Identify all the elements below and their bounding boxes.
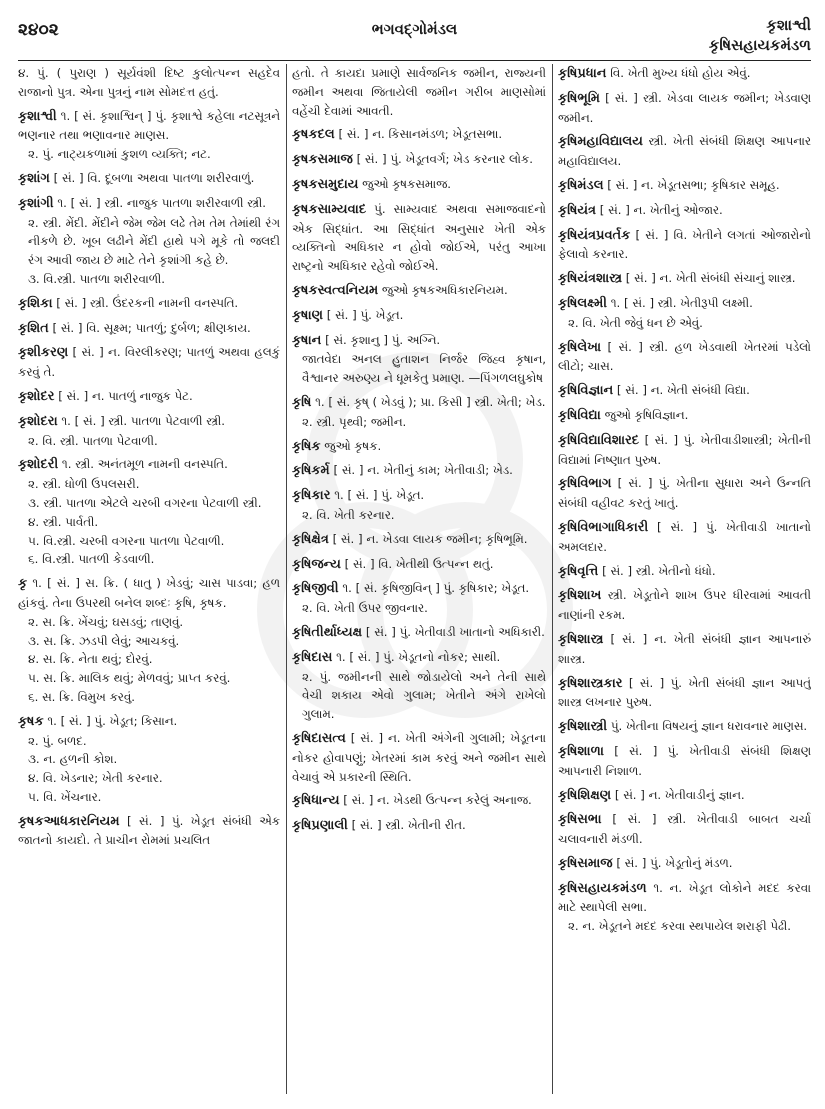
dictionary-entry <box>292 623 546 643</box>
entry-line <box>292 150 546 170</box>
headword: કૃષકસ્વત્વનિયમ <box>292 282 379 298</box>
dictionary-entry <box>292 555 546 575</box>
dictionary-entry <box>558 381 811 401</box>
dictionary-entry <box>18 294 280 314</box>
definition-text: [ સં. ] પું. ખેતીવાડીશાસ્ત્રી; ખેતીની વિદ્યામાં નિષ્ણાત પુરુષ. <box>558 432 811 467</box>
entry-line <box>558 786 811 806</box>
definition-text: [ સં. ] ન. કિસાનમંડળ; ખેડૂતસભા. <box>334 127 503 142</box>
definition-text: [ સં. ] પું. ખેડૂતવર્ગ; ખેડ કરનાર લોક. <box>352 152 534 167</box>
headword: કૃષિજન્ય <box>292 556 341 572</box>
dictionary-entry <box>292 648 546 724</box>
headword: કૃષિયંત્ર <box>558 202 597 218</box>
definition-text: ૧. સ્ત્રી. અનંતમૂળ નામની વનસ્પતિ. <box>58 457 228 472</box>
definition-text: ૧. [ સં. ] સ્ત્રી. પાતળા પેટવાળી સ્ત્રી. <box>57 413 225 428</box>
definition-text: [ સં. ] ન. ખેડથી ઉત્પન્ન કરેલું અનાજ. <box>339 793 532 808</box>
definition-text: [ સં. ] ન. ખેડૂતસભા; કૃષિકાર સમૂહ. <box>603 177 780 192</box>
headword: કૃષકસમુદાય <box>292 176 359 192</box>
sub-sense: ૫. વિ. ખેંચનાર. <box>28 789 102 804</box>
definition-text: ૧. [ સં. કૃષિજીવિન્ ] પું. કૃષિકાર; ખેડૂત. <box>338 581 530 596</box>
headword: કૃષિવિભાગાધિકારી <box>558 519 649 535</box>
headword: કૃષિજીવી <box>292 581 339 597</box>
definition-text: [ સં. ] સ્ત્રી. ખેતીનો ધંધો. <box>598 563 716 578</box>
sub-sense: ૩. વિ.સ્ત્રી. પાતળા શરીરવાળી. <box>28 271 166 286</box>
entry-line <box>292 64 546 120</box>
headword: કૃષિધાન્ય <box>292 793 340 809</box>
definition-text: જુઓ કૃષકઅધિકારનિયમ. <box>378 282 508 297</box>
headword: કૃષિયંત્રશાસ્ત્ર <box>558 271 623 287</box>
definition-text: ૧. [ સં. ] પું. ખેડૂતનો નોકર; સાથી. <box>332 649 501 664</box>
dictionary-entry <box>292 816 546 836</box>
entry-line <box>18 812 280 851</box>
sub-sense: ૪. વિ. ખેડનાર; ખેતી કરનાર. <box>28 771 163 786</box>
dictionary-entry <box>558 586 811 625</box>
entry-line <box>558 854 811 874</box>
entry-line <box>292 729 546 786</box>
headword: કૃષિયંત્રપ્રવર્તક <box>558 227 631 243</box>
dictionary-entry <box>292 306 546 326</box>
sub-sense: ૩. સ. ક્રિ. ઝડપી લેવું; આચકવું. <box>28 633 180 648</box>
entry-line <box>558 474 811 513</box>
entry-line <box>18 455 280 475</box>
headword: કૃષકસમાજ <box>292 152 353 168</box>
headword: કૃશાંગ <box>18 170 50 186</box>
entry-line <box>292 125 546 145</box>
headword: કૃષિસભા <box>558 812 602 828</box>
headword: કૃષિકર્મ <box>292 463 330 479</box>
definition-text: જુઓ કૃષિવિજ્ઞાન. <box>600 407 689 422</box>
entry-line <box>558 201 811 221</box>
dictionary-entry <box>292 393 546 432</box>
entry-line <box>18 343 280 382</box>
dictionary-entry <box>558 742 811 781</box>
headword: કૃષાણ <box>292 307 323 323</box>
definition-text: પું. ખેતીના વિષયનું જ્ઞાન ધરાવનાર માણસ. <box>607 719 808 734</box>
definition-text: ૧. [ સં. ] સ. ક્રિ. ( ધાતુ ) ખેડવું; ચાસ પાડવા; હળ હાંકવું. તેના ઉપરથી બનેલ શબ્દઃ કૃષિ, કૃષક. <box>18 576 280 610</box>
sub-sense: જાતવેદા અનલ હુતાશન નિર્જર જિહ્વ કૃષાન, વૈશ્વાનર અરુણ્ય ને ધૂમકેતુ પ્રમાણ. —પિંગળલઘુકોષ <box>302 352 546 386</box>
dictionary-entry <box>292 791 546 811</box>
dictionary-entry <box>18 194 280 289</box>
headword: કૃષિસમાજ <box>558 855 613 871</box>
dictionary-entry <box>292 331 546 388</box>
dictionary-entry <box>18 455 280 569</box>
entry-line <box>292 200 546 276</box>
entry-line <box>18 574 280 613</box>
entry-line <box>558 89 811 128</box>
dictionary-entry <box>558 64 811 84</box>
entry-line <box>558 630 811 669</box>
definition-text: [ સં. ] સ્ત્રી. ખેતીની રીત. <box>347 818 466 833</box>
sub-sense: ૨. સ્ત્રી. પૃથ્વી; જમીન. <box>302 414 407 429</box>
dictionary-entry <box>18 169 280 189</box>
headword: કૃષિવિભાગ <box>558 476 612 492</box>
dictionary-entry <box>558 854 811 874</box>
entry-line <box>558 717 811 737</box>
headword: કૃષિપ્રધાન <box>558 66 607 81</box>
headword: કૃષિદાસ <box>292 649 333 665</box>
entry-line <box>18 387 280 407</box>
column-separator <box>286 64 287 1094</box>
definition-text: સ્ત્રી. ખેતી સંબંધી શિક્ષણ આપનાર મહાવિદ્યાલય. <box>558 134 811 169</box>
dictionary-entry <box>558 226 811 265</box>
dictionary-entry <box>292 125 546 145</box>
guide-word-last: કૃષિસહાયકમંડળ <box>708 36 811 54</box>
definition-text: [ સં. ] પું. ખેતીવાડી સંબંધી શિક્ષણ આપનારી નિશાળ. <box>558 743 811 778</box>
entry-line <box>558 226 811 265</box>
definition-text: [ સં. ] ન. ખેતીવાડીનું જ્ઞાન. <box>611 787 745 802</box>
definition-text: ૧. [ સં. ] સ્ત્રી. ખેતીરૂપી લક્ષ્મી. <box>607 295 753 310</box>
dictionary-entry <box>558 201 811 221</box>
dictionary-entry <box>292 175 546 195</box>
entry-line <box>558 879 811 918</box>
definition-text: જુઓ કૃષકસમાજ. <box>358 176 452 191</box>
page-number: ૨૪૦૨ <box>18 20 59 40</box>
headword: કૃષિશાસ્ત્રી <box>558 719 608 735</box>
definition-text: ૧. [ સં. ] સ્ત્રી. નાજુક પાતળા શરીરવાળી સ્ત્રી. <box>53 195 266 210</box>
dictionary-entry <box>18 574 280 707</box>
entry-line <box>292 437 546 457</box>
definition-text: [ સં. ] ન. ખેતીનું ઓજાર. <box>596 202 723 217</box>
definition-text: [ સં. ] ન. વિરલીકરણ; પાતળું અથવા હલકું કરવું તે. <box>18 345 280 380</box>
entry-line <box>292 486 546 506</box>
definition-text: જુઓ કૃષક. <box>320 438 382 453</box>
sub-sense: ૩. ન. હળની કોશ. <box>28 752 118 767</box>
book-title: ભગવદ્ગોમંડલ <box>371 20 458 38</box>
column-2 <box>292 64 546 1094</box>
entry-line <box>558 810 811 849</box>
definition-text: [ સં. ] વિ. સૂક્ષ્મ; પાતળું; દુર્બળ; ક્ષીણકાય. <box>48 320 251 335</box>
definition-text: [ સં. ] પું. ખેતી સંબંધી જ્ઞાન આપતું શાસ્ત્ર લખનાર પુરુષ. <box>558 675 811 710</box>
sub-sense: ૬. સ. ક્રિ. વિમુખ કરવું. <box>28 689 135 704</box>
entry-line <box>292 816 546 836</box>
entry-line <box>558 381 811 401</box>
definition-text: [ સં. ] સ્ત્રી. ખેડવા લાયક જમીન; ખેડવાણ જમીન. <box>558 90 811 125</box>
dictionary-entry <box>558 338 811 377</box>
dictionary-entry <box>292 200 546 276</box>
entry-line <box>18 194 280 214</box>
dictionary-entry <box>558 269 811 289</box>
dictionary-entry <box>558 406 811 426</box>
dictionary-entry <box>558 176 811 196</box>
entry-line <box>558 338 811 377</box>
headword: કૃષિશાખ <box>558 588 602 604</box>
definition-text: [ સં. ] વિ. ખેતીને લગતાં ઓજારોનો ફેલાવો કરનાર. <box>558 227 811 262</box>
definition-text: ૧. ન. ખેડૂત લોકોને મદદ કરવા માટે સ્થાપેલી સભા. <box>558 880 811 915</box>
headword: કૃષાન <box>292 332 322 348</box>
definition-text: [ સં. ] ન. ખેતીનું કામ; ખેતીવાડી; ખેડ. <box>329 463 513 478</box>
sub-sense: ૨. સ્ત્રી. ધોળી ઉપલસરી. <box>28 477 140 492</box>
sub-sense: ૨. ન. ખેડૂતને મદદ કરવા સ્થપાયેલ શરાફી પેઢી. <box>568 919 791 934</box>
sub-sense: ૪. સ્ત્રી. પાર્વતી. <box>28 514 99 529</box>
headword: કૃ <box>18 576 28 592</box>
definition-text: હતો. તે કાયદા પ્રમાણે સાર્વજનિક જમીન, રાજ્યની જમીન અથવા જિતાયેલી જમીન ગરીબ માણસોમાં વહેંચી દેવામાં આવતી. <box>292 66 546 118</box>
entry-line <box>292 331 546 351</box>
headword: કૃષિવિજ્ઞાન <box>558 383 614 399</box>
dictionary-entry <box>292 486 546 525</box>
definition-text: ૧. [ સં. ] પું. ખેડૂત. <box>330 488 425 503</box>
entry-line <box>558 132 811 171</box>
definition-text: [ સં. ] પું. ખેતીના સુધારા અને ઉન્નતિ સંબંધી વહીવટ કરતું ખાતું. <box>558 476 811 511</box>
headword: કૃષકઆધકારનિયમ <box>18 813 120 829</box>
dictionary-entry <box>18 712 280 807</box>
entry-line <box>558 431 811 470</box>
entry-line <box>292 648 546 668</box>
entry-line <box>18 107 280 146</box>
headword: કૃશીકરણ <box>18 345 69 361</box>
definition-text: [ સં. ] ન. ખેતી સંબંધી વિદ્યા. <box>613 383 750 398</box>
headword: કૃષિદાસત્વ <box>292 730 346 746</box>
definition-text: [ સં. ] સ્ત્રી. ઉંદરકની નામની વનસ્પતિ. <box>52 295 239 310</box>
page-header <box>18 14 811 60</box>
entry-line <box>292 555 546 575</box>
definition-text: [ સં. ] વિ. ખેતીથી ઉત્પન્ન થતું. <box>340 556 494 571</box>
definition-text: [ સં. ] ન. ખેતી સંબંધી જ્ઞાન આપનારું શાસ્ત્ર. <box>558 631 811 666</box>
entry-line <box>558 518 811 557</box>
entry-line <box>558 64 811 84</box>
entry-line <box>292 461 546 481</box>
column-separator <box>552 64 553 1094</box>
headword: કૃષિ <box>292 394 312 410</box>
dictionary-entry <box>558 431 811 470</box>
sub-sense: ૫. સ. ક્રિ. માલિક થવું; મેળવવું; પ્રાપ્ત કરવું. <box>28 671 231 686</box>
sub-sense: ૨. વિ. ખેતી કરનાર. <box>302 507 395 522</box>
dictionary-entry <box>558 518 811 557</box>
definition-text: [ સં. ] ન. પાતળું નાજુક પેટ. <box>54 388 193 403</box>
sub-sense: ૩. સ્ત્રી. પાતળા એટલે ચરબી વગરના પેટવાળી સ્ત્રી. <box>28 495 262 510</box>
definition-text: [ સં. ] પું. ખેતીવાડી ખાતાનો અધિકારી. <box>362 624 545 639</box>
dictionary-entry <box>558 132 811 171</box>
entry-line <box>292 623 546 643</box>
headword: કૃષિલેખા <box>558 339 602 355</box>
entry-line <box>558 176 811 196</box>
headword: કૃષકદલ <box>292 127 335 143</box>
sub-sense: ૫. વિ.સ્ત્રી. ચરબી વગરના પાતળા પેટવાળી. <box>28 533 225 548</box>
dictionary-entry <box>18 64 280 102</box>
dictionary-entry <box>292 729 546 786</box>
dictionary-entry <box>292 461 546 481</box>
headword: કૃષિશિક્ષણ <box>558 787 612 803</box>
headword: કૃષિશાળા <box>558 743 604 759</box>
dictionary-entry <box>18 107 280 164</box>
dictionary-entry <box>558 674 811 713</box>
dictionary-entry <box>558 717 811 737</box>
definition-text: ૧. [ સં. ] પું. ખેડૂત; કિસાન. <box>43 713 178 728</box>
headword: કૃષિક <box>292 438 321 454</box>
definition-text: [ સં. કૃશાનુ ] પું. અગ્નિ. <box>321 332 441 347</box>
sub-sense: ૨. વિ. ખેતી ઉપર જીવનાર. <box>302 601 428 616</box>
dictionary-entry <box>292 579 546 618</box>
column-3 <box>558 64 811 1094</box>
headword: કૃશોદર <box>18 388 55 404</box>
guide-word-first: કૃશાશ્વી <box>766 16 811 34</box>
entry-line <box>292 791 546 811</box>
definition-text: [ સં. ] ન. ખેતી સંબંધી સંચાનું શાસ્ત્ર. <box>622 271 796 286</box>
entry-line <box>18 64 280 102</box>
headword: કૃશોદરા <box>18 413 58 429</box>
sub-sense: ૨. વિ. ખેતી જેવું ધન છે એવું. <box>568 315 703 330</box>
sub-sense: ૨. પું. બળદ. <box>28 733 87 748</box>
definition-text: [ સં. ] પું. ખેડૂત. <box>322 307 404 322</box>
dictionary-entry <box>292 530 546 550</box>
definition-text: પું. સામ્યવાદ અથવા સમાજવાદનો એક સિદ્ધાંત. આ સિદ્ધાંત અનુસાર ખેતી એક વ્યક્તિનો અધિકાર ન હોવો જોઈએ, પરંતુ આખા રાષ્ટ્રનો અધિકાર રહેવો જોઈએ. <box>292 201 546 274</box>
definition-text: વિ. ખેતી મુખ્ય ધંધો હોય એવું. <box>606 66 751 80</box>
dictionary-entry <box>18 412 280 451</box>
entry-line <box>558 742 811 781</box>
headword: કૃષિપ્રણાલી <box>292 818 348 834</box>
sub-sense: ૨. વિ. સ્ત્રી. પાતળા પેટવાળી. <box>28 433 158 448</box>
entry-line <box>292 393 546 413</box>
headword: કૃષિકાર <box>292 488 331 504</box>
dictionary-entry <box>558 294 811 333</box>
entry-line <box>18 412 280 432</box>
dictionary-entry <box>18 812 280 851</box>
entry-line <box>18 294 280 314</box>
headword: કૃષિતીર્થાધ્યક્ષ <box>292 624 363 640</box>
header-rule <box>18 60 811 61</box>
dictionary-entry <box>292 281 546 301</box>
entry-line <box>18 169 280 189</box>
dictionary-entry <box>18 387 280 407</box>
headword: કૃશિત <box>18 320 49 336</box>
headword: કૃષિશાસ્ત્ર <box>558 631 604 647</box>
sub-sense: ૨. સ્ત્રી. મેંદી. મેંદીને જેમ જેમ લઢે તેમ તેમ તેમાંથી રંગ નીકળે છે. ખૂબ લઢીને મેંદી હાથે પગે મૂકે તો જલદી રંગ આવી જાય છે માટે તેને કૃશાંગી કહે છે. <box>28 215 280 268</box>
definition-text: [ સં. ] ન. ખેતી અંગેની ગુલામી; ખેડૂતના નોકર હોવાપણું; ખેતરમાં કામ કરવું અને જમીન સાથે વેચાવું એ પ્રકારની સ્થિતિ. <box>292 730 546 784</box>
dictionary-entry <box>558 630 811 669</box>
sub-sense: ૨. પું. જમીનની સાથે જોડાયેલો અને તેની સાથે વેચી શકાય એવો ગુલામ; ખેતીને અંગે રાખેલો ગુલામ. <box>302 669 546 722</box>
column-1 <box>18 64 280 1094</box>
dictionary-entry <box>292 437 546 457</box>
headword: કૃષિમહાવિદ્યાલય <box>558 134 643 150</box>
definition-text: ૧. [ સં. કૃષ્ ( ખેડવું ); પ્રા. કિસી ] સ્ત્રી. ખેતી; ખેડ. <box>311 394 546 409</box>
dictionary-entry <box>292 150 546 170</box>
headword: કૃષિવિદ્યા <box>558 407 601 423</box>
headword: કૃષિમંડલ <box>558 177 604 193</box>
definition-text: [ સં. ] ન. ખેડવા લાયક જમીન; કૃષિભૂમિ. <box>328 531 528 546</box>
headword: કૃષિવૃત્તિ <box>558 563 599 579</box>
definition-text: ૪. પું. ( પુરાણ ) સૂર્યવંશી દિષ્ટ કુલોત્પન્ન સહદેવ રાજાનો પુત્ર. એના પુત્રનું નામ સોમદત્ત હતું. <box>18 66 280 99</box>
entry-line <box>292 281 546 301</box>
entry-line <box>558 269 811 289</box>
entry-line <box>558 406 811 426</box>
dictionary-entry <box>558 474 811 513</box>
headword: કૃષકસામ્યવાદ <box>292 201 367 217</box>
dictionary-entry <box>292 64 546 120</box>
entry-line <box>18 712 280 732</box>
definition-text: [ સં. ] વિ. દૂબળા અથવા પાતળા શરીરવાળું. <box>49 170 255 185</box>
dictionary-entry <box>558 879 811 936</box>
definition-text: [ સં. ] પું. ખેડૂત સંબંધી એક જાતનો કાયદો. તે પ્રાચીન રોમમાં પ્રચલિત <box>18 813 280 848</box>
sub-sense: ૨. સ. ક્રિ. ખેંચવું; ઘસડવું; તાણવું. <box>28 614 184 629</box>
headword: કૃશિકા <box>18 295 53 311</box>
sub-sense: ૨. પું. નાટ્યકળામાં કુશળ વ્યક્તિ; નટ. <box>28 147 211 162</box>
entry-line <box>292 175 546 195</box>
headword: કૃશોદરી <box>18 457 59 473</box>
headword: કૃષિક્ષેત્ર <box>292 531 329 547</box>
headword: કૃશાંગી <box>18 195 54 211</box>
headword: કૃષિસહાયકમંડળ <box>558 880 647 896</box>
dictionary-entry <box>558 89 811 128</box>
headword: કૃષિશાસ્ત્રકાર <box>558 675 623 691</box>
headword: કૃશાશ્વી <box>18 108 57 124</box>
definition-text: [ સં. ] પું. ખેડૂતોનું મંડળ. <box>612 855 733 870</box>
entry-line <box>292 306 546 326</box>
definition-text: [ સં. ] પું. ખેતીવાડી ખાતાનો અમલદાર. <box>558 519 811 554</box>
sub-sense: ૪. સ. ક્રિ. નેતા થવું; દોરવું. <box>28 652 153 667</box>
headword: કૃષિભૂમિ <box>558 90 600 106</box>
dictionary-entry <box>558 810 811 849</box>
headword: કૃષિલક્ષ્મી <box>558 295 607 311</box>
entry-line <box>558 586 811 625</box>
headword: કૃષિવિદ્યાવિશારદ <box>558 432 640 448</box>
entry-line <box>292 579 546 599</box>
definition-text: [ સં. ] સ્ત્રી. હળ ખેડવાથી ખેતરમાં પડેલો લીટો; ચાસ. <box>558 339 811 374</box>
headword: કૃષક <box>18 713 44 729</box>
dictionary-entry <box>558 562 811 582</box>
entry-line <box>18 319 280 339</box>
dictionary-entry <box>18 319 280 339</box>
sub-sense: ૬. વિ.સ્ત્રી. પાતળી કેડવાળી. <box>28 552 155 567</box>
entry-line <box>558 674 811 713</box>
entry-line <box>558 294 811 314</box>
entry-line <box>558 562 811 582</box>
definition-text: ૧. [ સં. કૃશાશ્વિન્ ] પું. કૃશાશ્વે કહેલા નટસૂત્રને ભણનાર તથા ભણાવનાર માણસ. <box>18 108 280 143</box>
definition-text: સ્ત્રી. ખેડૂતોને શાખ ઉપર ધીરવામાં આવતી નાણાંની રકમ. <box>558 588 811 623</box>
dictionary-entry <box>558 786 811 806</box>
entry-line <box>292 530 546 550</box>
definition-text: [ સં. ] સ્ત્રી. ખેતીવાડી બાબત ચર્ચા ચલાવનારી મંડળી. <box>558 812 811 847</box>
dictionary-entry <box>18 343 280 382</box>
